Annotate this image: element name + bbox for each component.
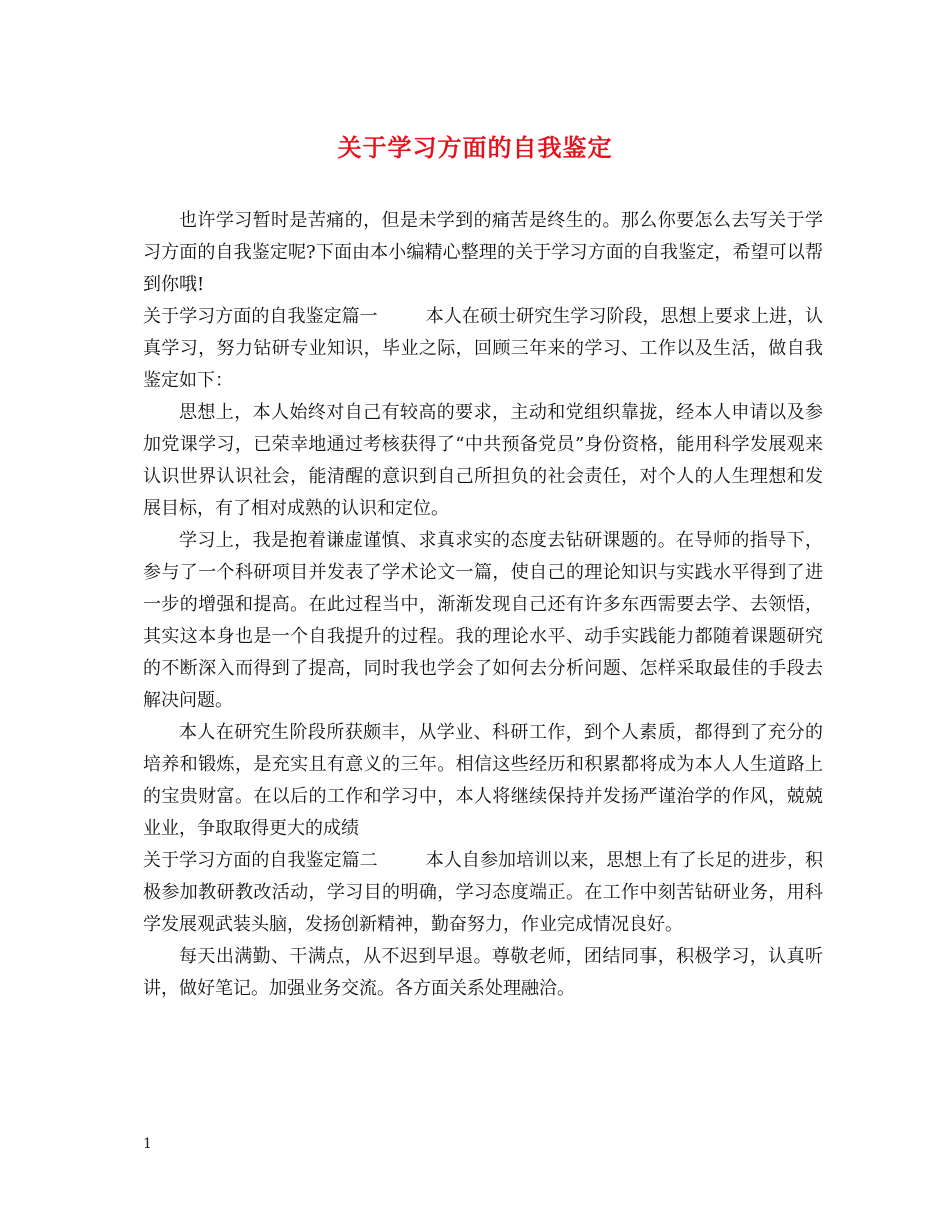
ideology-paragraph: 思想上，本人始终对自己有较高的要求，主动和党组织靠拢，经本人申请以及参加党课学习，已荣幸地通过考核获得了“中共预备党员”身份资格，能用科学发展观来认识世界认识社会，能清醒的意识到自己所担负的社会责任，对个人的人生理想和发展目标，有了相对成熟的认识和定位。 <box>143 402 823 519</box>
document-body <box>143 205 823 1005</box>
section-two-paragraph <box>143 845 823 941</box>
section-one-paragraph <box>143 301 823 397</box>
page-number: 1 <box>143 1136 152 1152</box>
section-two-text: 本人自参加培训以来，思想上有了长足的进步，积极参加教研教改活动，学习目的明确，学习态度端正。在工作中刻苦钻研业务，用科学发展观武装头脑，发扬创新精神，勤奋努力，作业完成情况良好。 <box>143 850 824 935</box>
section-two-heading: 关于学习方面的自我鉴定篇二 <box>143 850 378 871</box>
attendance-paragraph: 每天出满勤、干满点，从不迟到早退。尊敬老师，团结同事，积极学习，认真听讲，做好笔记。加强业务交流。各方面关系处理融洽。 <box>143 946 823 999</box>
document-title: 关于学习方面的自我鉴定 <box>337 133 613 162</box>
study-paragraph: 学习上，我是抱着谦虚谨慎、求真求实的态度去钻研课题的。在导师的指导下，参与了一个科研项目并发表了学术论文一篇，使自己的理论知识与实践水平得到了进一步的增强和提高。在此过程当中，渐渐发现自己还有许多东西需要去学、去领悟，其实这本身也是一个自我提升的过程。我的理论水平、动手实践能力都随着课题研究的不断深入而得到了提高，同时我也学会了如何去分析问题、怎样采取最佳的手段去解决问题。 <box>143 530 823 711</box>
section-one-text: 本人在硕士研究生学习阶段，思想上要求上进，认真学习，努力钻研专业知识，毕业之际，回顾三年来的学习、工作以及生活，做自我鉴定如下： <box>143 306 824 391</box>
summary-paragraph: 本人在研究生阶段所获颇丰，从学业、科研工作，到个人素质，都得到了充分的培养和锻炼，是充实且有意义的三年。相信这些经历和积累都将成为本人人生道路上的宝贵财富。在以后的工作和学习中，本人将继续保持并发扬严谨治学的作风，兢兢业业，争取取得更大的成绩 <box>143 722 823 839</box>
intro-paragraph: 也许学习暂时是苦痛的，但是未学到的痛苦是终生的。那么你要怎么去写关于学习方面的自我鉴定呢?下面由本小编精心整理的关于学习方面的自我鉴定，希望可以帮到你哦! <box>143 210 823 295</box>
section-one-heading: 关于学习方面的自我鉴定篇一 <box>143 306 378 327</box>
